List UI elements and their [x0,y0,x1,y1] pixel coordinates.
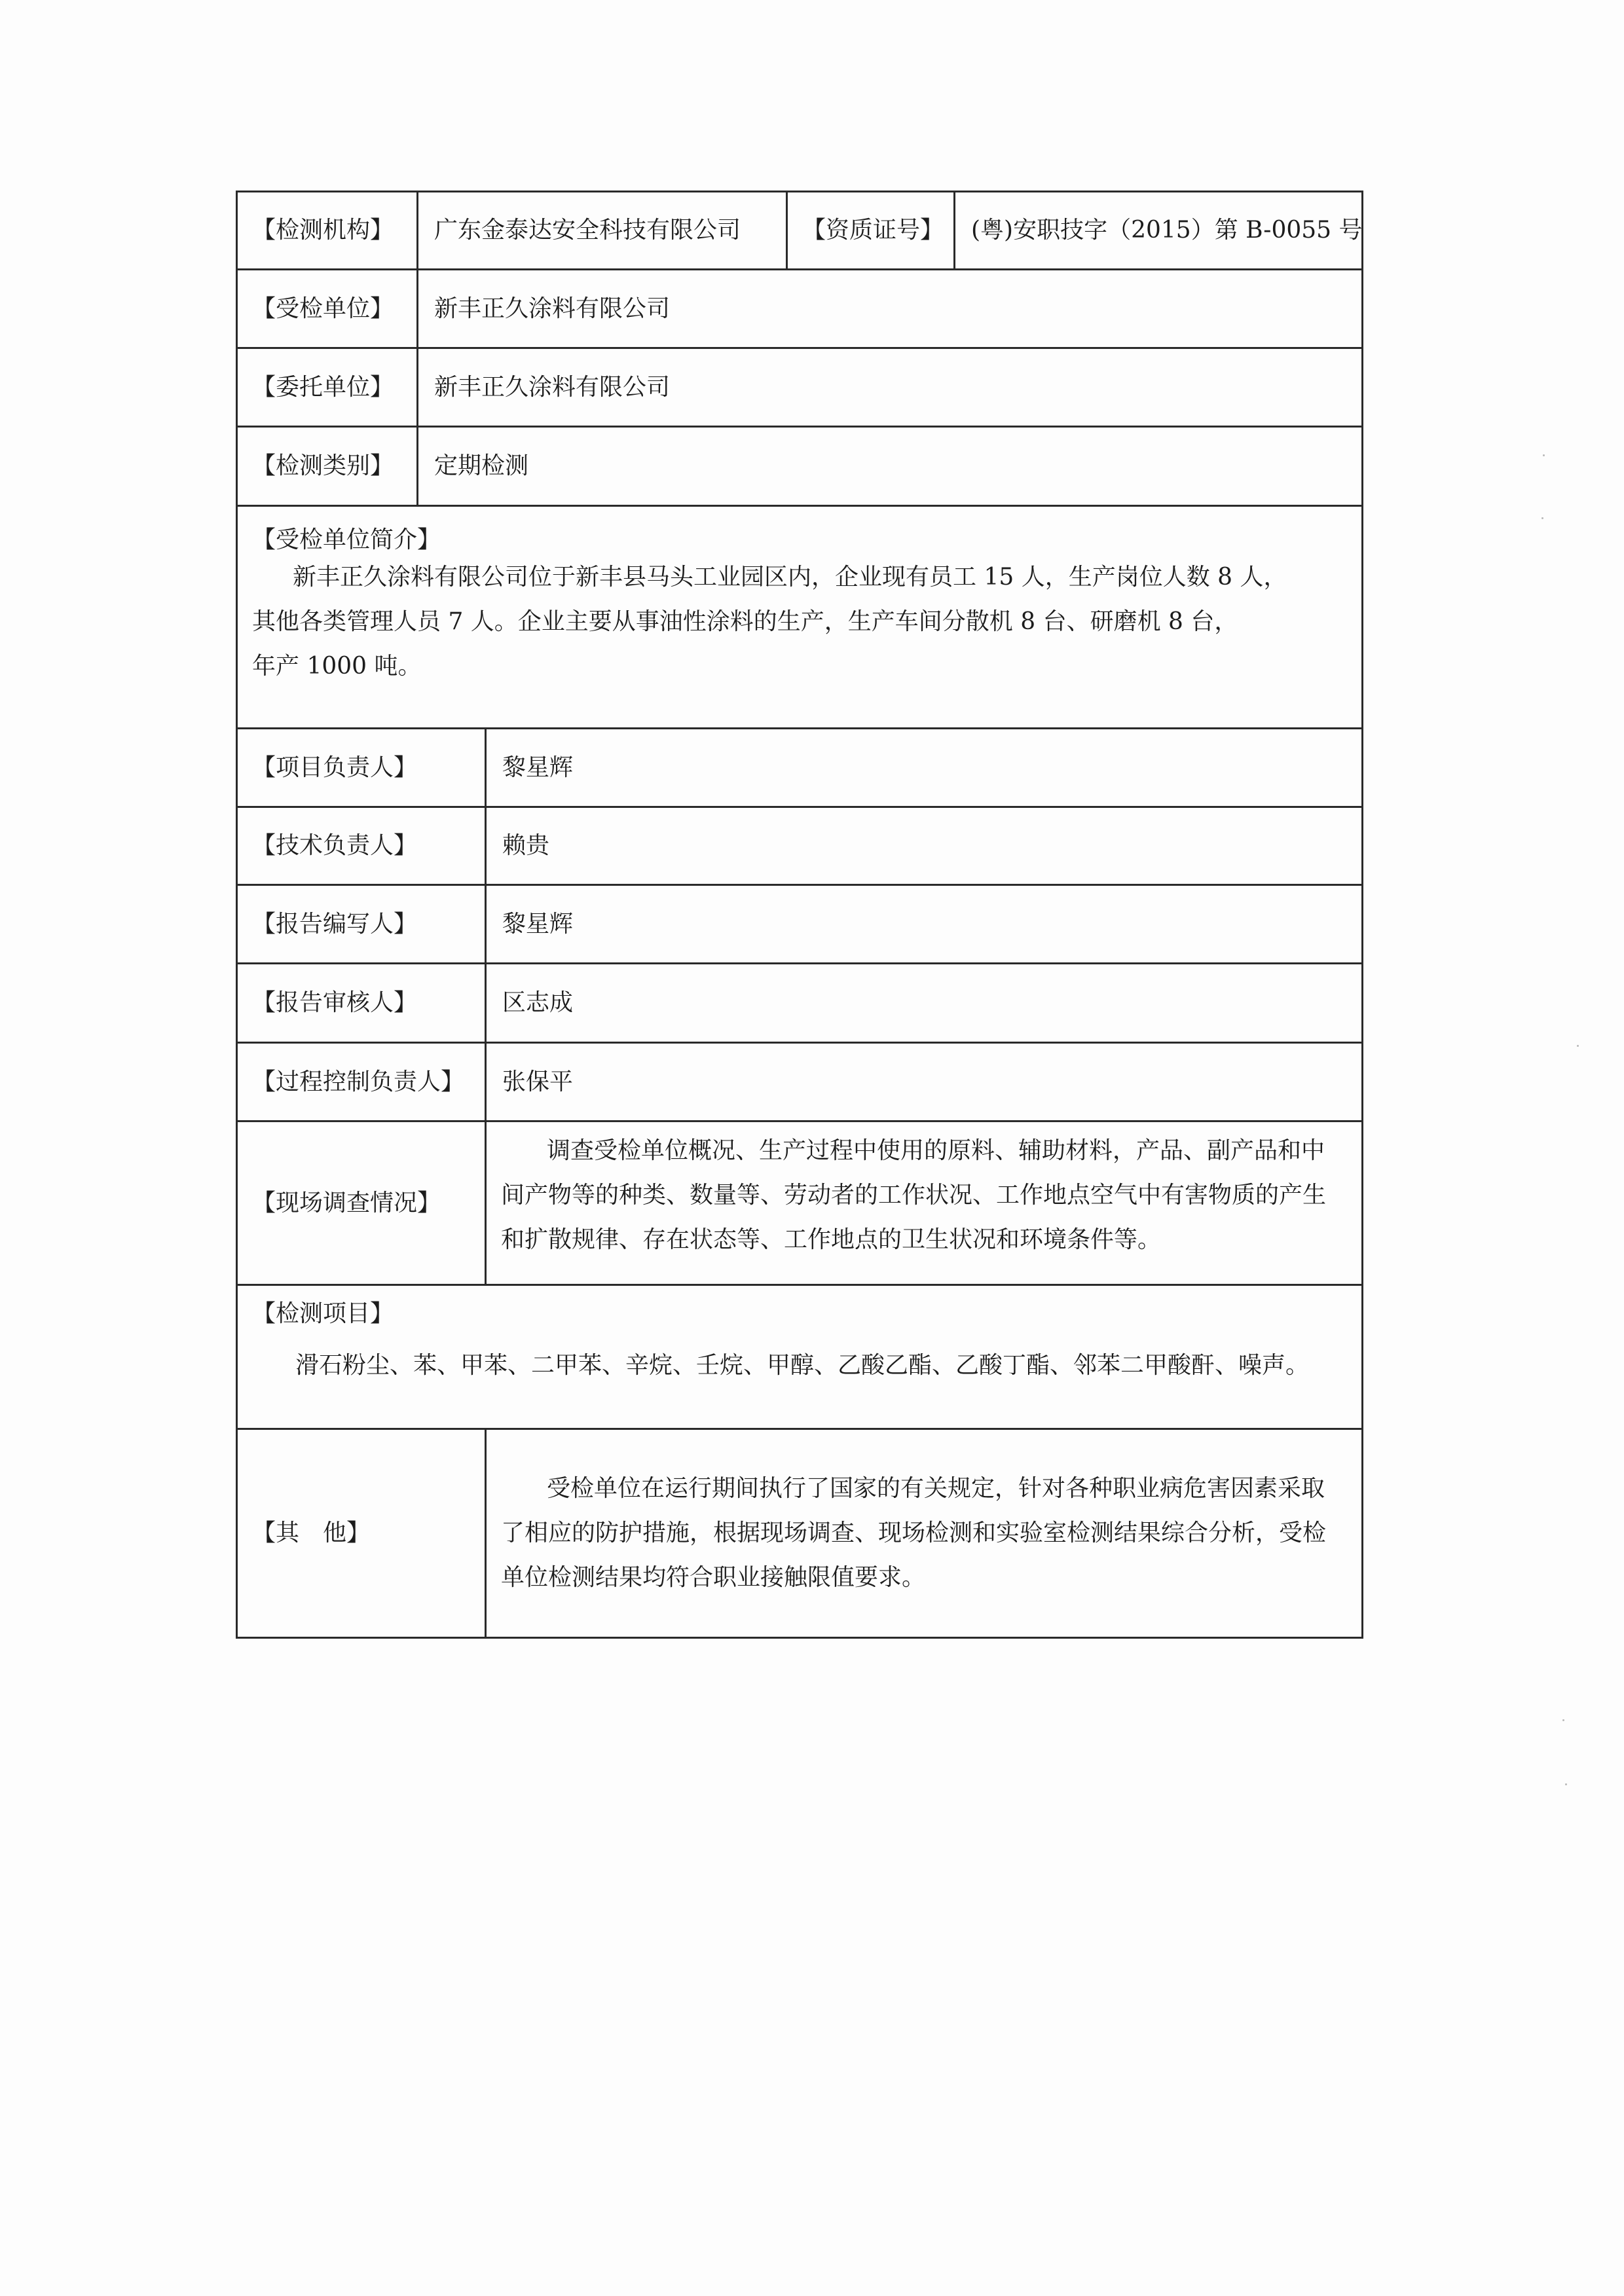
scan-speck [1543,454,1545,456]
value-client-unit: 新丰正久涂料有限公司 [434,373,671,401]
label-certificate: 【资质证号】 [788,192,955,268]
value-institution: 广东金泰达安全科技有限公司 [418,192,788,268]
row-process-control [238,1044,1361,1122]
intro-paragraph [293,555,1287,600]
intro-paragraph-cont [252,600,1238,689]
row-report-writer [238,886,1361,964]
value-certificate: (粤)安职技字（2015）第 B-0055 号 [971,217,1363,244]
row-inspected-unit [238,270,1361,349]
row-project-leader [238,729,1361,808]
value-process-control: 张保平 [502,1068,574,1095]
row-other [238,1430,1361,1637]
inspection-summary-table [236,191,1363,1639]
label-project-leader: 【项目负责人】 [238,729,487,806]
label-site-survey: 【现场调查情况】 [238,1122,487,1284]
label-client-unit: 【委托单位】 [238,349,418,426]
survey-line: 调查受检单位概况、生产过程中使用的原料、辅助材料，产品、副产品和中 [547,1137,1325,1164]
section-test-items [238,1286,1361,1430]
intro-line: 其他各类管理人员 7 人。企业主要从事油性涂料的生产，生产车间分散机 8 台、研磨机 8 台， [252,608,1238,635]
value-report-reviewer: 区志成 [502,989,574,1016]
test-items-line: 滑石粉尘、苯、甲苯、二甲苯、辛烷、壬烷、甲醇、乙酸乙酯、乙酸丁酯、邻苯二甲酸酐、噪声。 [295,1352,1310,1379]
other-line: 了相应的防护措施，根据现场调查、现场检测和实验室检测结果综合分析，受检 [501,1520,1327,1546]
label-other: 【其 他】 [238,1430,487,1637]
label-category: 【检测类别】 [238,428,418,505]
scan-speck [1541,517,1543,519]
scan-speck [1562,1719,1564,1721]
label-report-reviewer: 【报告审核人】 [238,964,487,1042]
scan-speck [1577,1045,1579,1047]
value-project-leader: 黎星辉 [502,754,574,781]
test-items-title: 【检测项目】 [252,1300,394,1327]
survey-line: 间产物等的种类、数量等、劳动者的工作状况、工作地点空气中有害物质的产生 [501,1182,1327,1209]
row-site-survey [238,1122,1361,1286]
row-institution [238,192,1361,270]
label-process-control: 【过程控制负责人】 [238,1044,487,1120]
survey-paragraph [547,1129,1325,1173]
row-technical-leader [238,808,1361,886]
survey-line: 和扩散规律、存在状态等、工作地点的卫生状况和环境条件等。 [501,1226,1162,1253]
other-line: 受检单位在运行期间执行了国家的有关规定，针对各种职业病危害因素采取 [547,1475,1325,1502]
value-inspected-unit: 新丰正久涂料有限公司 [434,295,671,322]
row-client-unit [238,349,1361,428]
label-institution: 【检测机构】 [238,192,418,268]
value-category: 定期检测 [434,452,529,479]
scan-speck [1565,1783,1567,1785]
row-category [238,428,1361,507]
section-unit-introduction [238,507,1361,729]
label-inspected-unit: 【受检单位】 [238,270,418,347]
intro-line: 年产 1000 吨。 [252,653,422,680]
label-technical-leader: 【技术负责人】 [238,808,487,884]
survey-paragraph-cont [501,1173,1326,1262]
intro-title: 【受检单位简介】 [252,526,441,553]
label-report-writer: 【报告编写人】 [238,886,487,962]
value-report-writer: 黎星辉 [502,910,574,938]
other-paragraph-cont [501,1511,1326,1600]
other-line: 单位检测结果均符合职业接触限值要求。 [501,1564,926,1591]
other-paragraph [547,1467,1325,1511]
row-report-reviewer [238,964,1361,1044]
test-items-text [295,1343,1309,1388]
intro-line: 新丰正久涂料有限公司位于新丰县马头工业园区内，企业现有员工 15 人，生产岗位人数 8 人， [293,564,1287,591]
value-technical-leader: 赖贵 [502,832,550,859]
